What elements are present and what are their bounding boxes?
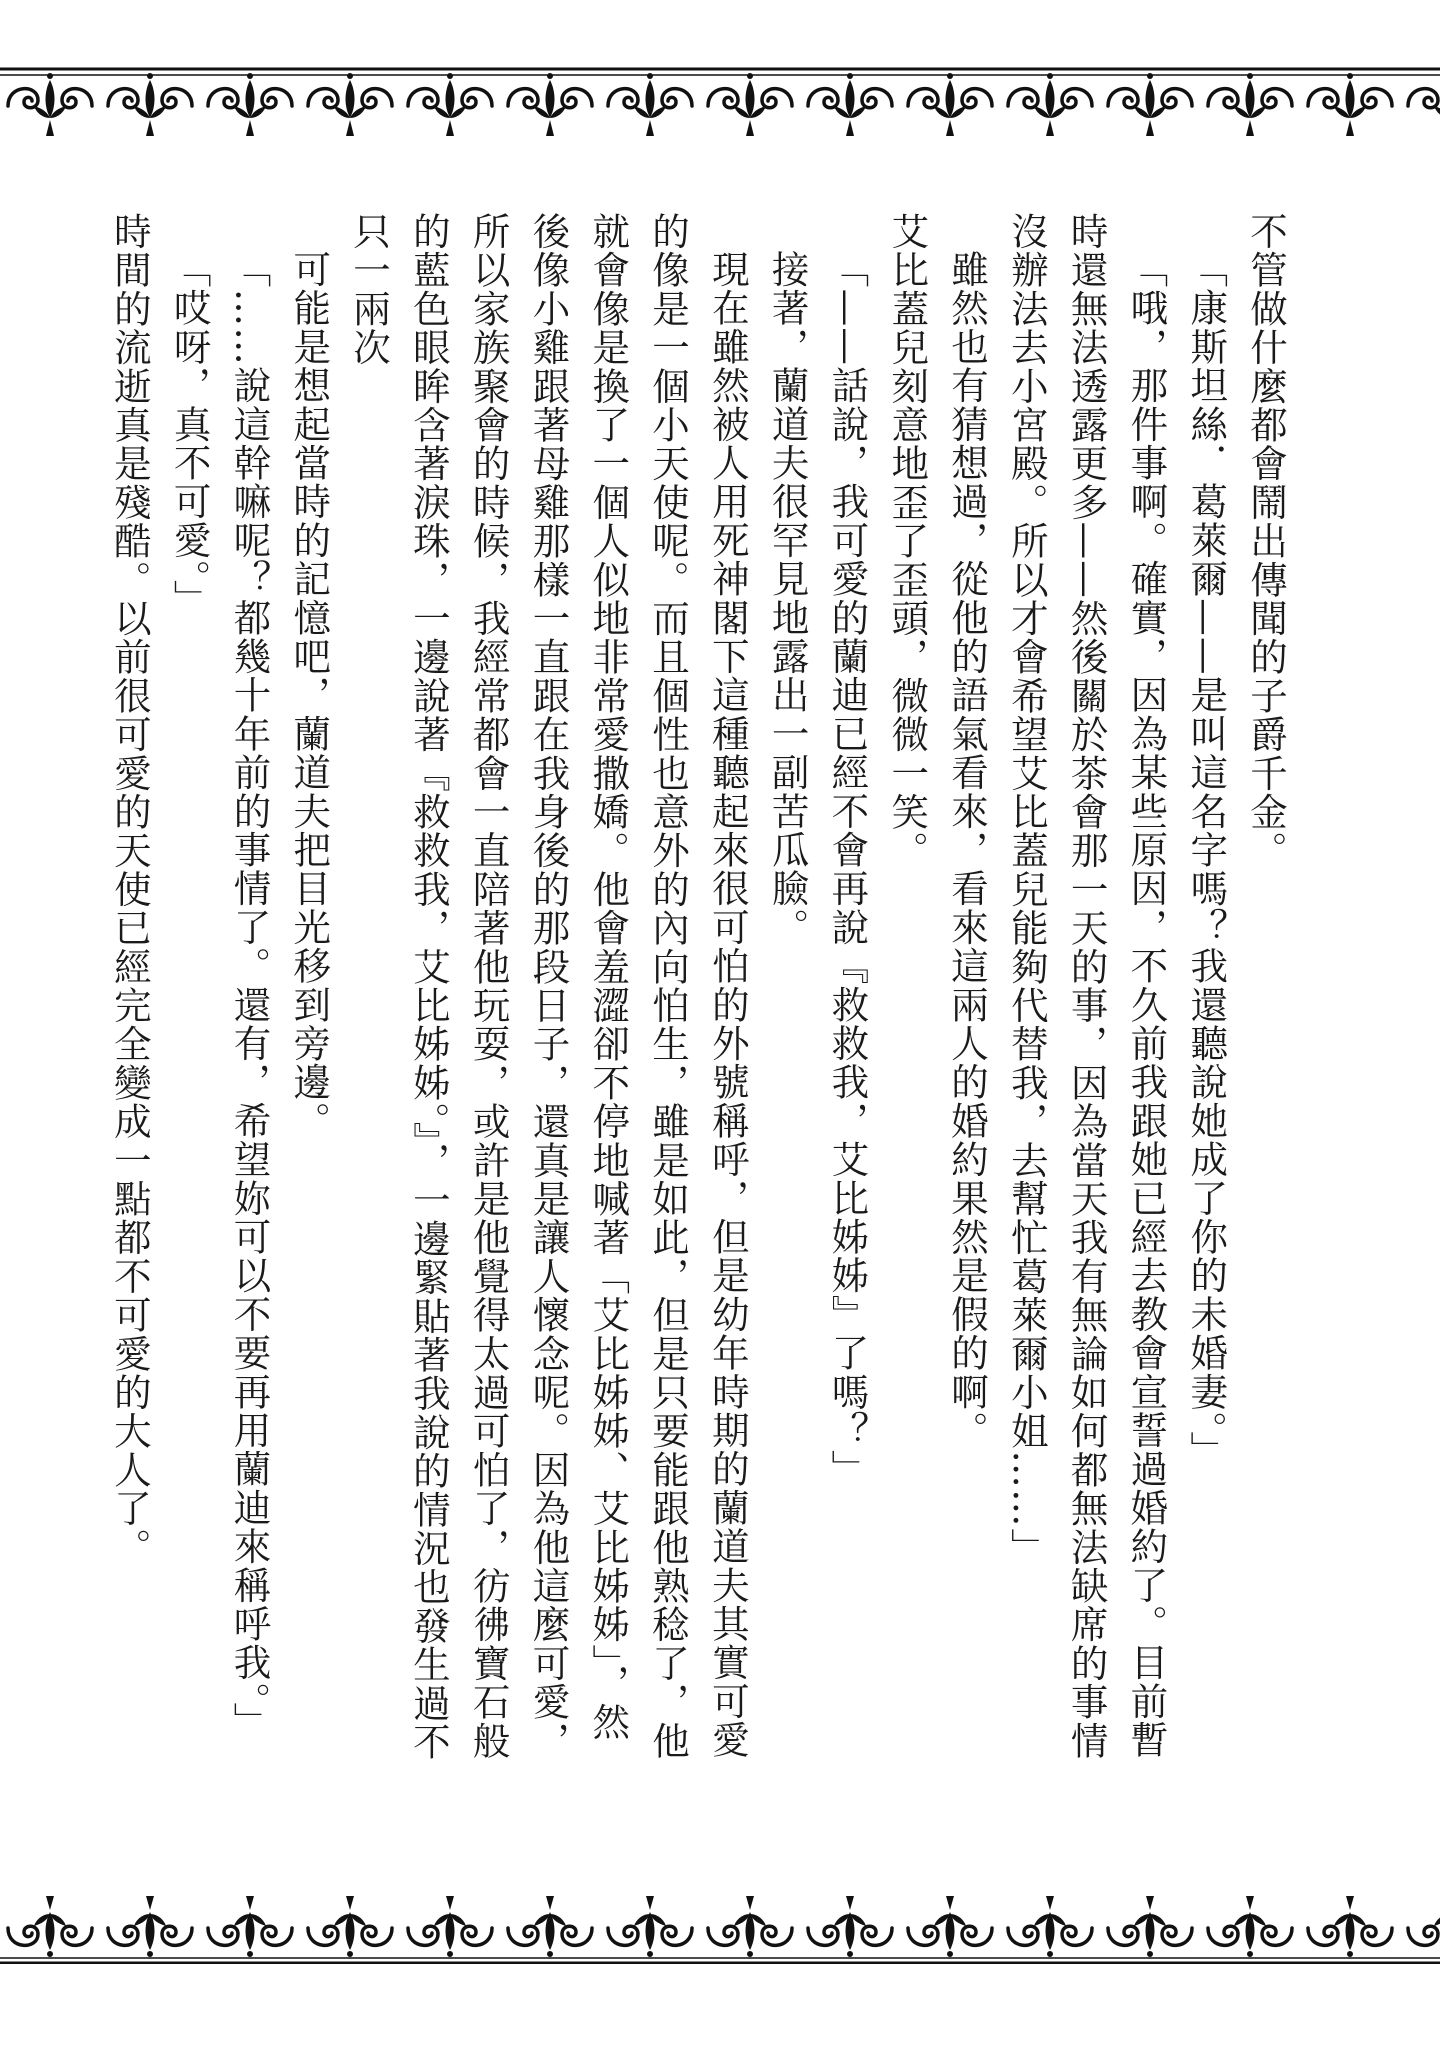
paragraph: 「……說這幹嘛呢？都幾十年前的事情了。還有，希望妳可以不要再用蘭迪來稱呼我。」 <box>227 249 272 1741</box>
paragraph: 「康斯坦絲．葛萊爾——是叫這名字嗎？我還聽說她成了你的未婚妻。」 <box>1184 249 1229 1470</box>
vertical-text-body <box>99 212 1295 1772</box>
paragraph: 接著，蘭道夫很罕見地露出一副苦瓜臉。 <box>765 249 810 947</box>
paragraph: 艾比蓋兒刻意地歪了歪頭，微微一笑。 <box>885 212 930 870</box>
paragraph: 雖然也有猜想過，從他的語氣看來，看來這兩人的婚約果然是假的啊。 <box>945 249 990 1450</box>
paragraph: 「哦，那件事啊。確實，因為某些原因，不久前我跟她已經去教會宣誓過婚約了。目前暫時還無法透露更多——然後關於茶會那一天的事，因為當天我有無論如何都無法缺席的事情沒辦法去小宮殿。所以才會希望艾比蓋兒能夠代替我，去幫忙葛萊爾小姐……」 <box>1004 212 1169 1760</box>
paragraph: 可能是想起當時的記憶吧，蘭道夫把目光移到旁邊。 <box>287 249 332 1140</box>
paragraph: 不管做什麼都會鬧出傳聞的子爵千金。 <box>1244 212 1288 870</box>
paragraph: 時間的流逝真是殘酷。以前很可愛的天使已經完全變成一點都不可愛的大人了。 <box>107 212 152 1567</box>
paragraph: 「哎呀，真不可愛。」 <box>167 249 212 618</box>
bottom-ornamental-border <box>0 1884 1440 1964</box>
paragraph: 「——話說，我可愛的蘭迪已經不會再說『救救我，艾比姊姊』了嗎？」 <box>825 249 870 1488</box>
top-ornamental-border <box>0 66 1440 146</box>
paragraph: 現在雖然被人用死神閣下這種聽起來很可怕的外號稱呼，但是幼年時期的蘭道夫其實可愛的像是一個小天使呢。而且個性也意外的內向怕生，雖是如此，但是只要能跟他熟稔了，他就會像是換了一個人似地非常愛撒嬌。他會羞澀卻不停地喊著「艾比姊姊、艾比姊姊」，然後像小雞跟著母雞那樣一直跟在我身後的那段日子，還真是讓人懷念呢。因為他這麼可愛，所以家族聚會的時候，我經常都會一直陪著他玩耍，或許是他覺得太過可怕了，彷彿寶石般的藍色眼眸含著淚珠，一邊說著『救救我，艾比姊姊。』，一邊緊貼著我說的情況也發生過不只一兩次 <box>347 212 750 1762</box>
